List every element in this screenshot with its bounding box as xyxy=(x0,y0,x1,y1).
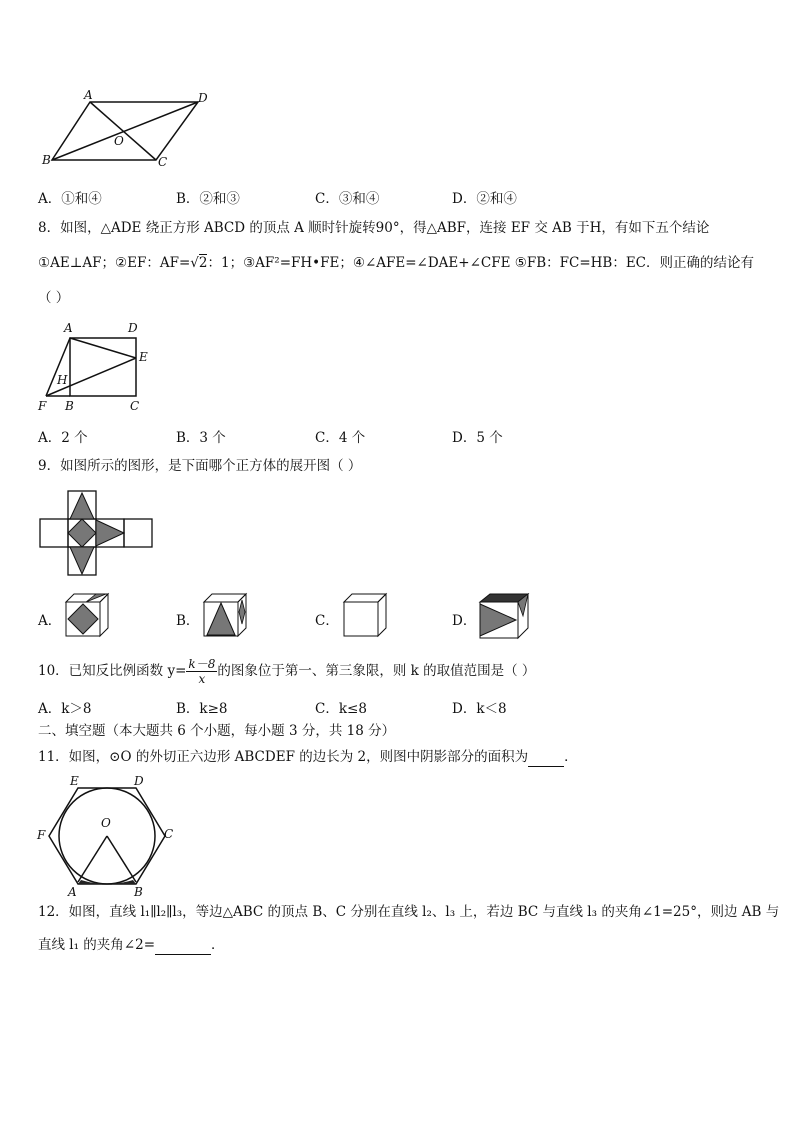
q8-answer-bracket: （ ） xyxy=(38,290,70,306)
q7-option-b[interactable]: B．②和③ xyxy=(176,191,240,207)
q7-label-D: D xyxy=(198,91,208,105)
q10-stem xyxy=(38,654,535,688)
q9-stem: 9．如图所示的图形，是下面哪个正方体的展开图（ ） xyxy=(38,458,362,474)
q8-option-d[interactable]: D．5 个 xyxy=(452,430,503,446)
q9-option-d-cube[interactable] xyxy=(478,592,532,642)
q10-option-a[interactable]: A．k＞8 xyxy=(38,701,92,717)
q8-conclusions xyxy=(38,254,754,272)
q8-option-c[interactable]: C．4 个 xyxy=(315,430,366,446)
q8-sqrt: √2 xyxy=(190,255,208,271)
q8-label-E: E xyxy=(139,350,148,364)
q10-fraction-denominator: x xyxy=(198,672,206,686)
q10-option-d[interactable]: D．k＜8 xyxy=(452,701,507,717)
q11-stem-text: 11．如图，⊙O 的外切正六边形 ABCDEF 的边长为 2，则图中阴影部分的面积为 xyxy=(38,749,529,765)
q11-label-E: E xyxy=(70,774,79,788)
q10-stem-prefix: 10．已知反比例函数 y= xyxy=(38,663,187,679)
q9-option-a-cube[interactable] xyxy=(62,592,112,640)
q8-label-D: D xyxy=(128,321,138,335)
q8-label-A: A xyxy=(64,321,73,335)
q12-line2-text: 直线 l₁ 的夹角∠2= xyxy=(38,937,156,953)
q8-sqrt-value: 2 xyxy=(198,255,208,271)
q10-stem-suffix: 的图象位于第一、第三象限，则 k 的取值范围是（ ） xyxy=(217,663,536,679)
q7-label-B: B xyxy=(42,153,51,167)
q10-option-b[interactable]: B．k≥8 xyxy=(176,701,228,717)
q9-option-b-label[interactable]: B． xyxy=(176,613,200,629)
q11-label-F: F xyxy=(37,828,46,842)
q7-parallelogram-figure xyxy=(38,88,218,170)
q8-label-F: F xyxy=(38,399,47,413)
q8-option-a[interactable]: A．2 个 xyxy=(38,430,88,446)
q9-option-d-label[interactable]: D． xyxy=(452,613,477,629)
q9-option-c-label[interactable]: C． xyxy=(315,613,339,629)
q8-square-figure xyxy=(36,318,156,414)
q11-stem-end: ． xyxy=(564,749,578,765)
q11-label-A: A xyxy=(68,885,77,899)
q12-line2-end: ． xyxy=(211,937,225,953)
q10-fraction-numerator: k－8 xyxy=(188,657,216,671)
q11-label-C: C xyxy=(164,827,174,841)
q11-hexagon-figure xyxy=(34,774,184,898)
q8-option-b[interactable]: B．3 个 xyxy=(176,430,226,446)
q11-stem xyxy=(38,748,578,767)
q7-option-c[interactable]: C．③和④ xyxy=(315,191,380,207)
section-2-title: 二、填空题（本大题共 6 个小题，每小题 3 分，共 18 分） xyxy=(38,723,396,739)
q7-label-A: A xyxy=(84,88,93,102)
q12-line1: 12．如图，直线 l₁∥l₂∥l₃，等边△ABC 的顶点 B、C 分别在直线 l₂、l₃ 上，若边 BC 与直线 l₃ 的夹角∠1=25°，则边 AB 与 xyxy=(38,904,780,920)
q9-option-a-label[interactable]: A． xyxy=(38,613,62,629)
q10-fraction xyxy=(186,657,217,686)
q9-cube-net-figure xyxy=(40,490,156,578)
q7-label-O: O xyxy=(114,134,124,148)
q8-label-C: C xyxy=(130,399,140,413)
q11-label-D: D xyxy=(134,774,144,788)
q8-label-B: B xyxy=(65,399,74,413)
q10-option-c[interactable]: C．k≤8 xyxy=(315,701,367,717)
q8-stem: 8．如图，△ADE 绕正方形 ABCD 的顶点 A 顺时针旋转90°，得△ABF，连接 EF 交 AB 于H，有如下五个结论 xyxy=(38,220,710,236)
q9-option-b-cube[interactable] xyxy=(200,592,250,640)
q7-option-d[interactable]: D．②和④ xyxy=(452,191,517,207)
q8-conclusions-part1: ①AE⊥AF；②EF：AF= xyxy=(38,255,191,271)
q9-option-c-cube[interactable] xyxy=(340,592,390,640)
q11-label-O: O xyxy=(101,816,111,830)
q12-line2 xyxy=(38,936,225,955)
q7-label-C: C xyxy=(158,155,168,169)
q12-answer-blank[interactable] xyxy=(155,936,211,955)
q11-answer-blank[interactable] xyxy=(528,748,564,767)
q11-label-B: B xyxy=(134,885,143,899)
q7-option-a[interactable]: A．①和④ xyxy=(38,191,102,207)
q8-label-H: H xyxy=(57,373,68,387)
q8-conclusions-part2: ：1；③AF²=FH•FE；④∠AFE=∠DAE+∠CFE ⑤FB：FC=HB：EC．则正确的结论有 xyxy=(207,255,755,271)
